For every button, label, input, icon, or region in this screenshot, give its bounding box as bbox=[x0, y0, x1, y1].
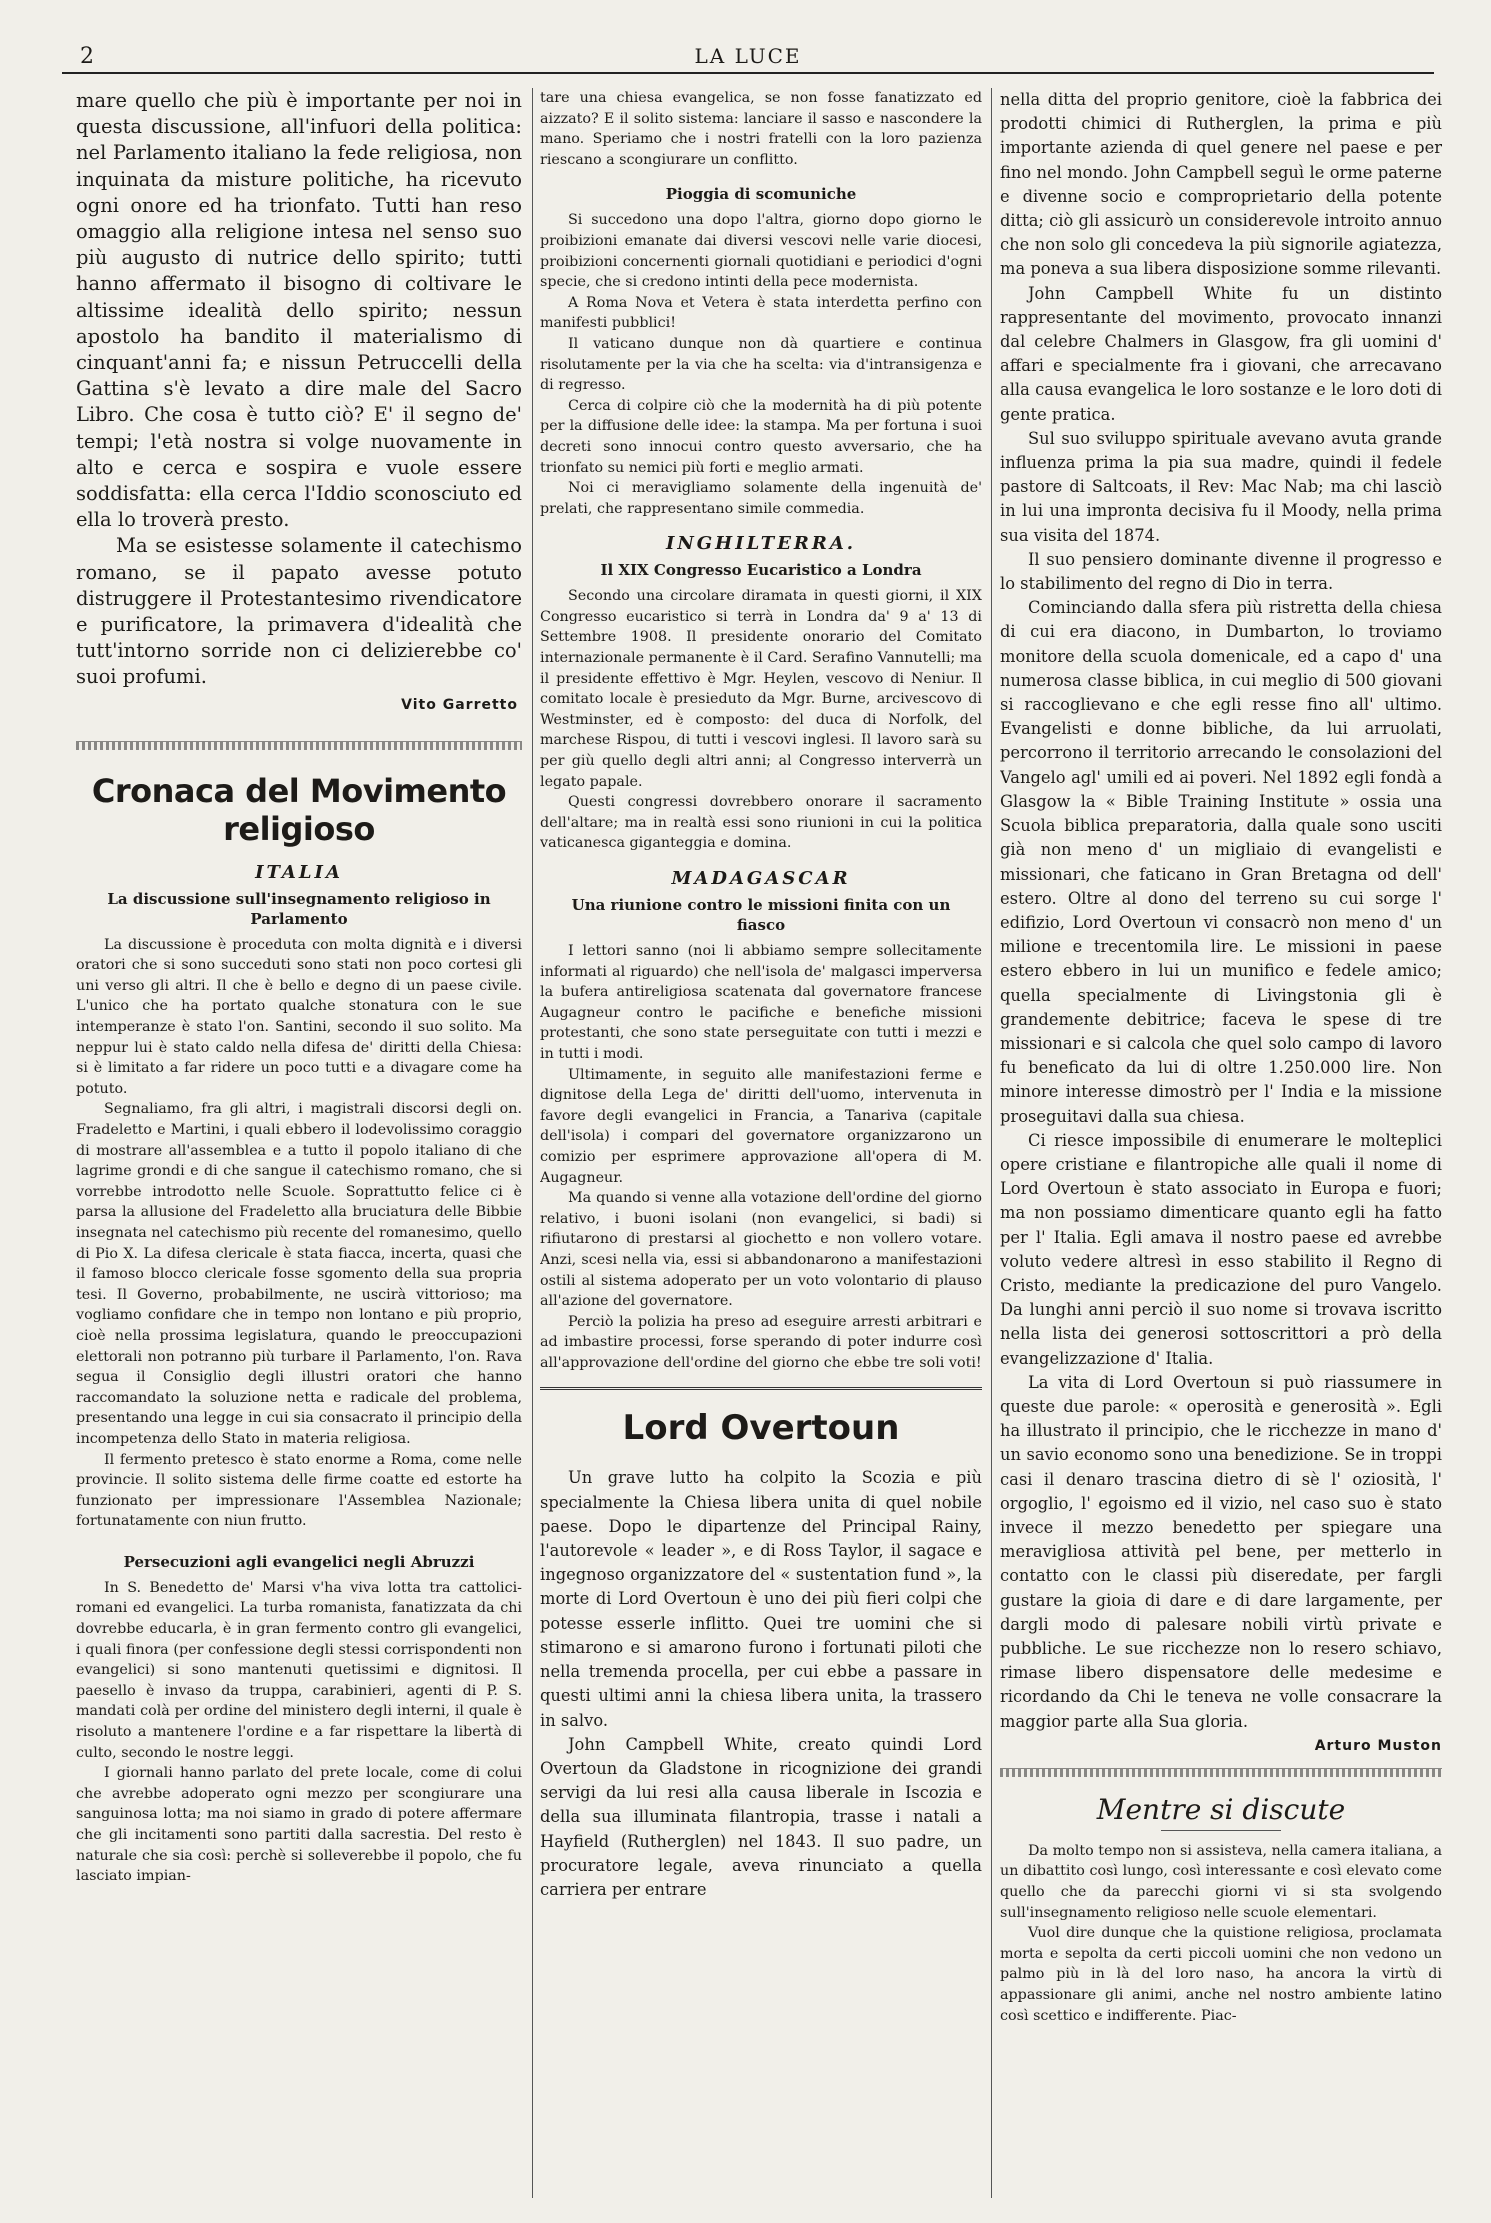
article-title: Mentre si discute bbox=[1096, 1792, 1346, 1826]
section-title: Cronaca del Movimento religioso bbox=[91, 771, 507, 848]
article-title: Una riunione contro le missioni finita con un fiasco bbox=[571, 896, 951, 934]
decorative-divider bbox=[540, 1387, 982, 1390]
article-title: La discussione sull'insegnamento religioso in Parlamento bbox=[107, 889, 491, 928]
paragraph: Da molto tempo non si assisteva, nella camera italiana, a un dibattito così lungo, così interessante e così elevato come quello che da parecchi giorni vi si sta svolgendo sull'insegnamento religioso nelle scuole elementari. bbox=[1000, 1842, 1442, 1921]
paragraph: Si succedono una dopo l'altra, giorno dopo giorno le proibizioni emanate dai diversi vescovi nelle varie diocesi, proibizioni concernenti giornali quotidiani e periodici d'ogni specie, che si credono intinti della pece modernista. bbox=[540, 212, 982, 291]
paragraph: Ultimamente, in seguito alle manifestazioni ferme e dignitose della Lega de' diritti dell'uomo, intervenuta in favore degli evangelici in Francia, a Tanariva (capitale dell'isola) i compari del governatore organizzarono un comizio per esprimere approvazione all'opera di M. Augagneur. bbox=[540, 1066, 982, 1186]
paragraph: Secondo una circolare diramata in questi giorni, il XIX Congresso eucaristico si terrà in Londra da' 9 a' 13 di Settembre 1908. Il presidente onorario del Comitato internazionale permanente è il Card. Serafino Vannutelli; ma il presidente effettivo è Mgr. Heylen, vescovo di Neniur. Il comitato locale è presieduto da Mgr. Burne, arcivescovo di Westminster, ed è composto: del duca di Norfolk, del marchese Rispou, di tutti i vescovi inglesi. Il lavoro sarà su per giù quello degli altri anni; al Congresso interverrà un legato papale. bbox=[540, 588, 982, 790]
column-divider bbox=[532, 88, 533, 2198]
decorative-divider bbox=[76, 741, 522, 750]
paragraph: Il vaticano dunque non dà quartiere e continua risolutamente per la via che ha scelta: via d'intransigenza e di regresso. bbox=[540, 335, 982, 394]
article-title: Persecuzioni agli evangelici negli Abruzzi bbox=[123, 1552, 475, 1571]
paragraph: nella ditta del proprio genitore, cioè la fabbrica dei prodotti chimici di Rutherglen, la prima e più importante azienda di quel genere nel paese e per fino nel mondo. John Campbell seguì le orme paterne e divenne socio e comproprietario della potente ditta; ciò gli assicurò un considerevole introito annuo che non solo gli concedeva la più signorile agiatezza, ma poneva a sua libera disposizione somme rilevanti. bbox=[1000, 90, 1442, 279]
column-1 bbox=[76, 88, 522, 2213]
paragraph: A Roma Nova et Vetera è stata interdetta perfino con manifesti pubblici! bbox=[540, 294, 982, 332]
article-title: Lord Overtoun bbox=[622, 1408, 900, 1449]
article-body bbox=[540, 210, 982, 519]
opening-article bbox=[76, 88, 522, 691]
paragraph: I lettori sanno (noi li abbiamo sempre sollecitamente informati al riguardo) che nell'isola de' malgasci imperversa la bufera antireligiosa scatenata dal governatore francese Augagneur contro le pacifiche e benefiche missioni protestanti, che sono state perseguitate con tutti i mezzi e in tutti i modi. bbox=[540, 943, 982, 1062]
signature: Arturo Muston bbox=[1314, 1737, 1442, 1754]
column-3 bbox=[1000, 88, 1442, 2213]
paragraph: Ma quando si venne alla votazione dell'ordine del giorno relativo, i buoni isolani (non evangelici, si badi) si rifiutarono di prestarsi al giochetto e non vollero votare. Anzi, scesi nella via, essi si abbandonarono a manifestazioni ostili al sistema adoperato per un voto volontario di plauso all'azione del governatore. bbox=[540, 1190, 982, 1310]
article-body bbox=[76, 1578, 522, 1887]
article-body bbox=[76, 935, 522, 1532]
paragraph: I giornali hanno parlato del prete locale, come di colui che avrebbe adoperato ogni mezzo per scongiurare una sanguinosa lotta; ma noi siamo in grado di potere affermare che gli incitamenti sono partiti dalla sacrestia. Del resto è naturale che sia così: perchè si solleverebbe il popolo, che fu lasciato impian- bbox=[76, 1765, 522, 1885]
paragraph: Ci riesce impossibile di enumerare le molteplici opere cristiane e filantropiche alle quali il nome di Lord Overtoun è stato associato in Europa e fuori; ma non possiamo dimenticare quanto egli ha fatto per l' Italia. Egli amava il nostro paese ed avrebbe voluto vedere altresì in esso stabilito il Regno di Cristo, mediante la predicazione del puro Vangelo. Da lunghi anni perciò il suo nome si trovava iscritto nella lista dei generosi sottoscrittori a prò della evangelizzazione d' Italia. bbox=[1000, 1130, 1442, 1368]
paragraph: Il fermento pretesco è stato enorme a Roma, come nelle provincie. Il solito sistema delle firme coatte ed estorte ha funzionato per impressionare l'Assemblea Nazionale; fortunatamente con niun frutto. bbox=[76, 1451, 522, 1530]
masthead: LA LUCE bbox=[694, 44, 802, 68]
paragraph: Perciò la polizia ha preso ad eseguire arresti arbitrari e ad imbastire processi, forse sperando di poter indurre così all'approvazione dell'ordine del giorno che ebbe tre soli voti! bbox=[540, 1313, 982, 1371]
title-underline bbox=[1161, 1830, 1281, 1831]
paragraph: Segnaliamo, fra gli altri, i magistrali discorsi degli on. Fradeletto e Martini, i quali ebbero il lodevolissimo coraggio di mostrare all'assemblea e a tutto il popolo italiano di che lagrime grondi e di che sangue il catechismo romano, che si vorrebbe introdotto nelle Scuole. Soprattutto felice ci è parsa la allusione del Fradeletto alla bruciatura delle Bibbie insegnata nel catechismo più recente del romanesimo, quello di Pio X. La difesa clericale è stata fiacca, incerta, quasi che il famoso blocco clericale fosse sgomento della sua propria tesi. Il Governo, probabilmente, ne uscirà vittorioso; ma vogliamo confidare che in tempo non lontano e più proprio, cioè nella prossima legislatura, quando le preoccupazioni elettorali non potranno più turbare il Parlamento, l'on. Rava segua il Consiglio degli illustri oratori che hanno raccomandato la soluzione netta e radicale del problema, presentando una legge in cui sia consacrato il principio della incompetenza dello Stato in materia religiosa. bbox=[76, 1101, 522, 1447]
column-2 bbox=[540, 88, 982, 2213]
article-body bbox=[1000, 1841, 1442, 2026]
paragraph: Ma se esistesse solamente il catechismo romano, se il papato avesse potuto distruggere il Protestantesimo rivendicatore e purificatore, la primavera d'idealità che tutt'intorno sorride non ci delizierebbe co' suoi profumi. bbox=[76, 534, 522, 689]
page-header bbox=[62, 38, 1434, 74]
paragraph: Questi congressi dovrebbero onorare il sacramento dell'altare; ma in realtà essi sono riunioni in cui la politica vaticanesca giganteggia e domina. bbox=[540, 794, 982, 852]
paragraph: Cerca di colpire ciò che la modernità ha di più potente per la diffusione delle idee: la stampa. Ma per fortuna i suoi decreti sono innocui contro questo avversario, che ha trionfato su nemici più forti e meglio armati. bbox=[540, 397, 982, 476]
region-heading: MADAGASCAR bbox=[671, 868, 851, 889]
region-heading: ITALIA bbox=[255, 861, 343, 883]
column-divider bbox=[991, 88, 992, 2198]
article-body bbox=[540, 586, 982, 854]
article-body bbox=[1000, 88, 1442, 1734]
article-body bbox=[540, 941, 982, 1373]
paragraph: Cominciando dalla sfera più ristretta della chiesa di cui era diacono, in Dumbarton, lo troviamo monitore della scuola domenicale, ed a capo d' una numerosa classe biblica, in cui meglio di 500 giovani si raccoglievano e che egli resse fino all' ultimo. Evangelisti e donne bibliche, da lui arruolati, percorrono il territorio arrecando le consolazioni del Vangelo agl' umili ed ai poveri. Nel 1892 egli fondà a Glasgow la « Bible Training Institute » ossia una Scuola biblica preparatoria, dalla quale sono usciti già non meno d' un migliaio di evangelisti e missionari, che faticano in Gran Bretagna od dell' estero. Oltre al dono del terreno su cui sorge l' edifizio, Lord Overtoun vi consacrò non meno d' un milione e trecentomila lire. Le missioni in paese estero ebbero in lui un munifico e fedele amico; quella specialmente di Livingstonia gli è grandemente debitrice; faceva le spese di tre missionari e si calcola che quel solo campo di lavoro fu beneficato da lui di oltre 1.250.000 lire. Non minore interesse dimostrò per l' India e la missione proseguitavi dalla sua chiesa. bbox=[1000, 598, 1442, 1126]
paragraph: mare quello che più è importante per noi in questa discussione, all'infuori della politica: nel Parlamento italiano la fede religiosa, non inquinata da misture politiche, ha ricevuto ogni onore ed ha trionfato. Tutti han reso omaggio alla religione intesa nel senso suo più augusto di nutrice dello spirito; tutti hanno affermato il bisogno di coltivare le altissime idealità dello spirito; nessun apostolo ha bandito il materialismo di cinquant'anni fa; e nissun Petruccelli della Gattina s'è levato a dire male del Sacro Libro. Che cosa è tutto ciò? E' il segno de' tempi; l'età nostra si volge nuovamente in alto e cerca e sospira e vuole essere soddisfatta: ella cerca l'Iddio sconosciuto ed ella lo troverà presto. bbox=[76, 89, 522, 532]
page-number: 2 bbox=[80, 44, 94, 69]
article-title: Pioggia di scomuniche bbox=[665, 185, 857, 204]
paragraph: Un grave lutto ha colpito la Scozia e più specialmente la Chiesa libera unita di quel nobile paese. Dopo le dipartenze del Principal Rainy, l'autorevole « leader », e di Ross Taylor, il sagace e ingegnoso organizzatore del « sustentation fund », la morte di Lord Overtoun è uno dei più fieri colpi che potesse esserle inflitto. Quei tre uomini che si stimarono e si amarono furono i fortunati piloti che nella tremenda procella, per cui ebbe a passare in questi ultimi anni la chiesa libera unita, la trassero in salvo. bbox=[540, 1468, 982, 1730]
paragraph: Vuol dire dunque che la quistione religiosa, proclamata morta e sepolta da certi piccoli uomini che non vedono un palmo più in là del loro naso, ha ancora la virtù di appassionare gli animi, anche nel nostro ambiente latino così scettico e indifferente. Piac- bbox=[1000, 1925, 1442, 2024]
decorative-divider bbox=[1000, 1768, 1442, 1777]
paragraph: Sul suo sviluppo spirituale avevano avuta grande influenza prima la pia sua madre, quindi il fedele pastore di Saltcoats, il Rev: Mac Nab; ma chi lasciò in lui una impronta decisiva fu il Moody, nella prima sua visita del 1874. bbox=[1000, 428, 1442, 545]
paragraph: Il suo pensiero dominante divenne il progresso e lo stabilimento del regno di Dio in terra. bbox=[1000, 549, 1442, 594]
paragraph: La discussione è proceduta con molta dignità e i diversi oratori che si sono succeduti sono stati non poco cortesi gli uni verso gli altri. Il che è bello e degno di un paese civile. L'unico che ha portato qualche stonatura con le sue intemperanze è stato l'on. Santini, secondo il suo solito. Ma neppur lui è stato caldo nella difesa de' diritti della Chiesa: si è limitato a far ridere un poco tutti e a divagare come ha potuto. bbox=[76, 936, 522, 1097]
paragraph: La vita di Lord Overtoun si può riassumere in queste due parole: « operosità e generosità ». Egli ha illustrato il principio, che le ricchezze in mano d' un savio economo sono una benedizione. Se in troppi casi il denaro trascina dietro di sè l' oziosità, l' orgoglio, l' egoismo ed il vizio, nel caso suo è stato invece il mezzo benedetto per spiegare una meravigliosa attività pel bene, per metterlo in contatto con le classi più diseredate, per fargli gustare la gioia di dare e di dare largamente, per dargli modo di palesare nobili virtù private e pubbliche. Le sue ricchezze non lo resero schiavo, rimase libero dispensatore delle medesime e ricordando da Chi le teneva ne volle consacrare la maggior parte alla Sua gloria. bbox=[1000, 1372, 1442, 1731]
article-title: Il XIX Congresso Eucaristico a Londra bbox=[600, 561, 922, 580]
region-heading: INGHILTERRA. bbox=[665, 533, 857, 555]
signature: Vito Garretto bbox=[401, 696, 518, 713]
paragraph: John Campbell White, creato quindi Lord Overtoun da Gladstone in ricognizione dei grandi servigi da lui resi alla causa liberale in Iscozia e della sua illuminata filantropia, trasse i natali a Hayfield (Rutherglen) nel 1843. Il suo padre, un procuratore legale, aveva rinunciato a quella carriera per entrare bbox=[540, 1734, 982, 1899]
paragraph: Noi ci meravigliamo solamente della ingenuità de' prelati, che rappresentano simile commedia. bbox=[540, 480, 982, 517]
paragraph: tare una chiesa evangelica, se non fosse fanatizzato ed aizzato? E il solito sistema: lanciare il sasso e nascondere la mano. Speriamo che i nostri fratelli con la loro pazienza riescano a scongiurare un conflitto. bbox=[540, 90, 982, 168]
article-body bbox=[540, 1466, 982, 1902]
article-body bbox=[540, 88, 982, 170]
paragraph: John Campbell White fu un distinto rappresentante del movimento, provocato innanzi dal celebre Chalmers in Glasgow, fra gli uomini d' affari e specialmente fra i giovani, che arrecavano alla causa evangelica le loro sostanze e le loro doti di gente pratica. bbox=[1000, 283, 1442, 424]
paragraph: In S. Benedetto de' Marsi v'ha viva lotta tra cattolici-romani ed evangelici. La turba romanista, fanatizzata da chi dovrebbe educarla, è in gran fermento contro gli evangelici, i quali finora (per confessione degli stessi corrispondenti non evangelici) si sono mantenuti quetissimi e dignitosi. Il paesello è invaso da truppa, carabinieri, agenti di P. S. mandati colà per ordine del ministero degli interni, il quale è risoluto a mantenere l'ordine e a far rispettare la libertà di culto, secondo le nostre leggi. bbox=[76, 1579, 522, 1761]
